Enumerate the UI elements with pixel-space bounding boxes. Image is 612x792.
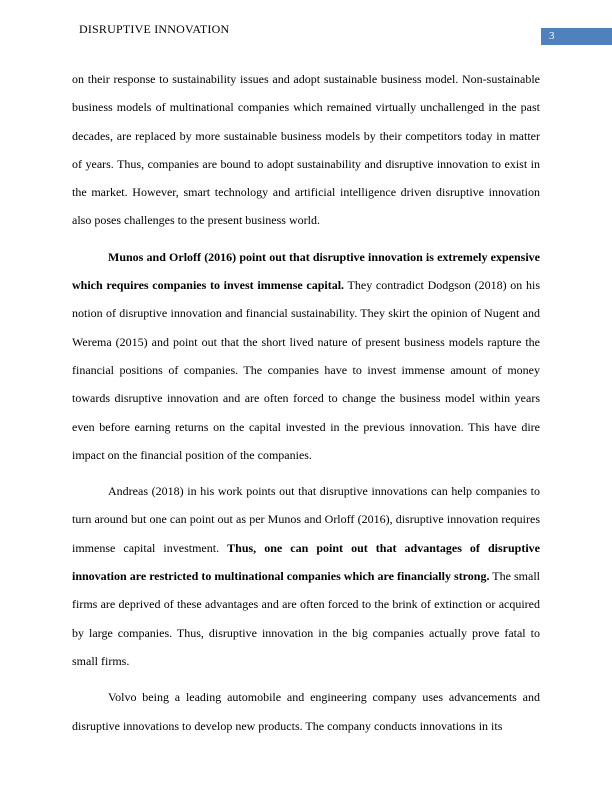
paragraph-3-text-after: The small firms are deprived of these advantages and are often forced to the brink of extinction or acquired by large companies. Thus, disruptive innovation in the big companies actually prove fatal to small firms. [72, 569, 541, 668]
paragraph-3-bold-mid: Thus, one can point out that advantages of disruptive innovation are restricted to multinational companies which are financially strong. [72, 540, 540, 584]
paragraph-4-text: Volvo being a leading automobile and engineering company uses advancements and disruptive innovations to develop new products. The company conducts innovations in its [72, 690, 540, 733]
paragraph-1 [72, 65, 540, 235]
body-text [72, 65, 540, 748]
paragraph-4 [72, 683, 540, 740]
paragraph-2-text: They contradict Dodgson (2018) on his notion of disruptive innovation and financial sustainability. They skirt the opinion of Nugent and Werema (2015) and point out that the short lived nature of present business models rapture the financial positions of companies. The companies have to invest immense amount of money towards disruptive innovation and are often forced to change the business model within years even before earning returns on the capital invested in the previous innovation. This have dire impact on the financial position of the companies. [72, 278, 540, 462]
paragraph-3-text-before: Andreas (2018) in his work points out that disruptive innovations can help companies to turn around but one can point out as per Munos and Orloff (2016), disruptive innovation requires immense capital investment. [72, 484, 540, 555]
page-number-badge: 3 [541, 28, 612, 45]
paragraph-2-bold-lead: Munos and Orloff (2016) point out that disruptive innovation is extremely expensive which requires companies to invest immense capital. [72, 249, 540, 293]
paragraph-2 [72, 243, 540, 469]
running-head: DISRUPTIVE INNOVATION [79, 22, 230, 36]
paragraph-1-text: on their response to sustainability issues and adopt sustainable business model. Non-sustainable business models of multinational companies which remained virtually unchallenged in the past decades, are replaced by more sustainable business models by their competitors today in matter of years. Thus, companies are bound to adopt sustainability and disruptive innovation to exist in the market. However, smart technology and artificial intelligence driven disruptive innovation also poses challenges to the present business world. [72, 72, 540, 228]
paragraph-3 [72, 477, 540, 675]
